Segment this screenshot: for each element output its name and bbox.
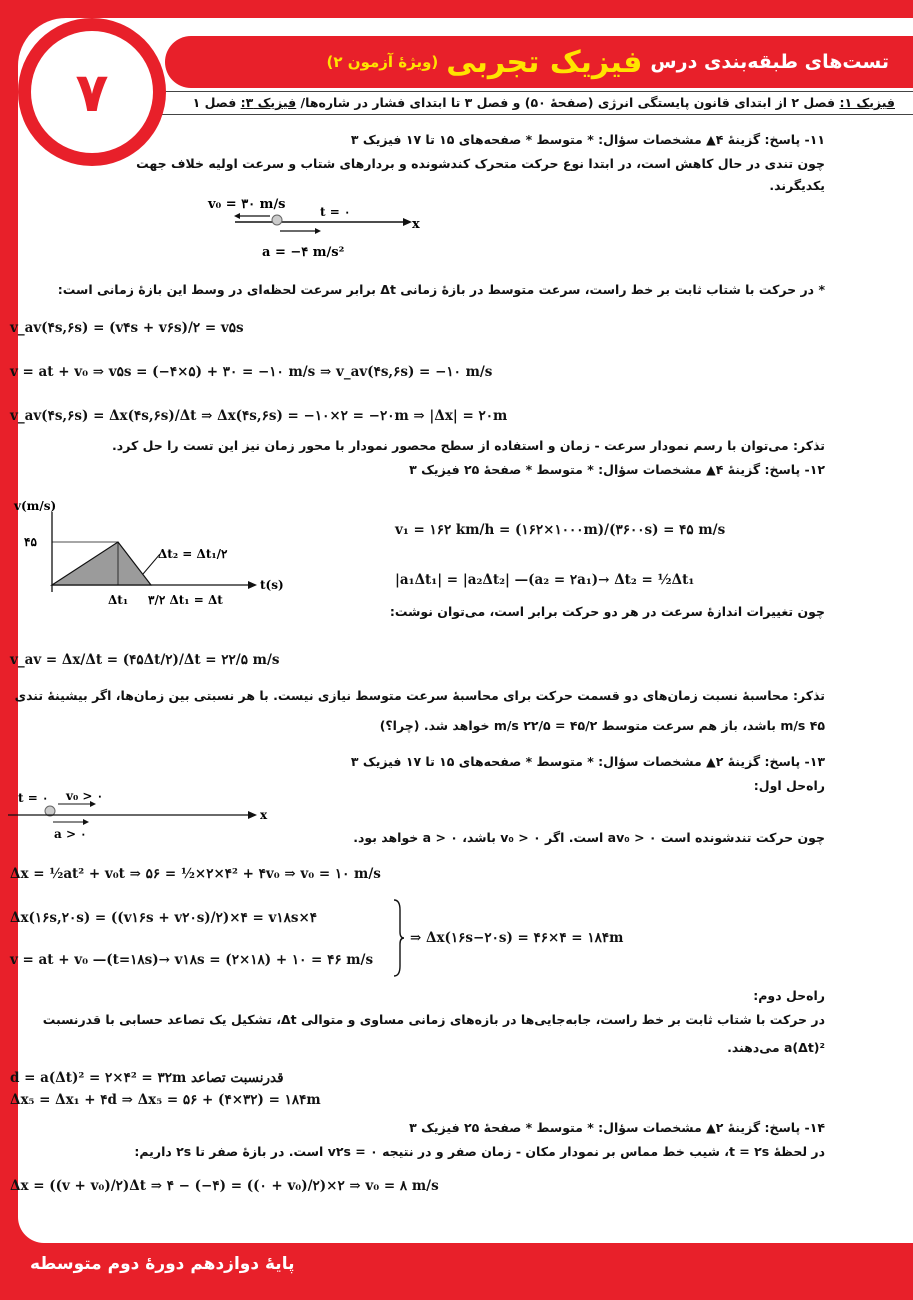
q13-a-arrowhead — [83, 819, 89, 825]
q11-number: ۱۱- پاسخ: گزینهٔ ۴ — [715, 132, 825, 147]
page-number: ۷ — [31, 31, 153, 153]
q13-number: ۱۳- پاسخ: گزینهٔ ۲ — [715, 754, 825, 769]
q13-eq1: Δx = ½at² + v₀t ⇒ ۵۶ = ½×۲×۴² + ۴v₀ ⇒ v₀ = ۱۰ m/s — [10, 866, 381, 882]
q11-v-arrowhead — [234, 213, 240, 219]
q11-paragraph-1: چون تندی در حال کاهش است، در ابتدا نوع حرکت متحرک کندشونده و بردارهای شتاب و سرعت اولیه خلاف جهت — [136, 156, 825, 171]
title-suffix: (ویژهٔ آزمون ۲) — [326, 53, 439, 71]
q11-eq2: v = at + v₀ ⇒ v۵s = (−۴×۵) + ۳۰ = −۱۰ m/s ⇒ v_av(۴s,۶s) = −۱۰ m/s — [10, 364, 493, 380]
q13-fig-v0: v₀ > ۰ — [66, 789, 104, 803]
q13-fig-a: a > ۰ — [54, 827, 87, 841]
q11-fig-t: t = ۰ — [320, 205, 351, 219]
q14-eq1: Δx = ((v + v₀)/۲)Δt ⇒ ۴ − (−۴) = ((۰ + v₀)/۲)×۲ ⇒ v₀ = ۸ m/s — [10, 1178, 439, 1194]
q11-reminder: تذکر: می‌توان با رسم نمودار سرعت - زمان و استفاده از سطح محصور نمودار با محور زمان نیز این تست را حل کرد. — [112, 438, 825, 453]
scope-text: فصل ۲ از ابتدای قانون پایستگی انرژی (صفحهٔ ۵۰) و فصل ۳ تا ابتدای فشار در شاره‌ها/ — [296, 95, 840, 110]
q13-eq2: Δx(۱۶s,۲۰s) = ((v۱۶s + v۲۰s)/۲)×۴ = v۱۸s×۴ — [10, 910, 318, 926]
q14-header — [80, 1118, 825, 1137]
q13-paragraph-1: چون حرکت تندشونده است av₀ > ۰ است. اگر v₀ > ۰ باشد، a > ۰ خواهد بود. — [353, 830, 825, 845]
q13-fig-t: t = ۰ — [18, 791, 49, 805]
q12-header — [80, 460, 825, 479]
q13-method-1: راه‌حل اول: — [753, 778, 825, 793]
q13-eq4: ⇒ Δx(۱۶s−۲۰s) = ۴۶×۴ = ۱۸۴m — [410, 930, 624, 946]
q12-eq2: |a₁Δt₁| = |a₂Δt₂| —(a₂ = ۲a₁)→ Δt₂ = ½Δt₁ — [395, 572, 695, 588]
q12-graph-vlabel: v(m/s) — [14, 499, 57, 513]
q13-eq6: Δx₅ = Δx₁ + ۴d ⇒ Δx₅ = ۵۶ + (۴×۳۲) = ۱۸۴m — [10, 1092, 321, 1108]
q12-t-axis-arrow — [248, 581, 257, 589]
q12-velocity-graph — [8, 492, 308, 617]
q13-spec: ▲ مشخصات سؤال: * متوسط * صفحه‌های ۱۵ تا ۱۷ فیزیک ۳ — [350, 754, 716, 769]
q13-eq3: v = at + v₀ —(t=۱۸s)→ v۱۸s = (۲×۱۸) + ۱۰ = ۴۶ m/s — [10, 952, 374, 968]
q12-reminder-1: تذکر: محاسبهٔ نسبت زمان‌های دو قسمت حرکت برای محاسبهٔ سرعت متوسط نیازی نیست. با هر نسبتی بین زمان‌ها، اگر بیشینهٔ تندی — [14, 688, 825, 703]
scope-line — [150, 91, 913, 115]
q13-header — [80, 752, 825, 771]
page-title — [327, 38, 889, 86]
q13-eq5: d = a(Δt)² = ۲×۴² = ۳۲m قدرنسبت تصاعد — [10, 1070, 284, 1086]
q13-method-2: راه‌حل دوم: — [753, 988, 825, 1003]
q13-paragraph-2: در حرکت با شتاب ثابت بر خط راست، جابه‌جایی‌ها در بازه‌های زمانی مساوی و متوالی Δt، تشکیل یک تصاعد حسابی با قدرنسبت — [42, 1012, 825, 1027]
q11-axis-arrow — [403, 218, 412, 226]
q12-number: ۱۲- پاسخ: گزینهٔ ۴ — [715, 462, 825, 477]
q12-graph-dt1: Δt₁ — [108, 593, 129, 607]
q14-paragraph: در لحظهٔ t = ۲s، شیب خط مماس بر نمودار مکان - زمان صفر و در نتیجه v۲s = ۰ است. در بازهٔ صفر تا ۲s داریم: — [134, 1144, 825, 1159]
q11-object — [272, 215, 282, 225]
q11-eq3: v_av(۴s,۶s) = Δx(۴s,۶s)/Δt ⇒ Δx(۴s,۶s) = −۱۰×۲ = −۲۰m ⇒ |Δx| = ۲۰m — [10, 408, 508, 424]
q11-spec: ▲ مشخصات سؤال: * متوسط * صفحه‌های ۱۵ تا ۱۷ فیزیک ۳ — [350, 132, 716, 147]
title-prefix: تست‌های طبقه‌بندی درس — [650, 51, 889, 73]
q12-graph-dt: ۳/۲ Δt₁ = Δt — [148, 593, 223, 607]
page-sheet — [14, 18, 913, 1243]
q11-a-arrowhead — [315, 228, 321, 234]
q12-eq3: v_av = Δx/Δt = (۴۵Δt/۲)/Δt = ۲۲/۵ m/s — [10, 652, 280, 668]
q12-spec: ▲ مشخصات سؤال: * متوسط * صفحهٔ ۲۵ فیزیک ۳ — [409, 462, 716, 477]
q11-paragraph-2: یکدیگرند. — [769, 178, 825, 193]
q11-fig-a: a = −۴ m/s² — [262, 245, 345, 260]
scope-label: فیزیک ۱: — [839, 95, 895, 110]
q12-triangle — [52, 542, 151, 585]
q11-fig-x: x — [412, 217, 420, 232]
q13-brace — [392, 898, 406, 978]
q13-axis-arrow — [248, 811, 257, 819]
scope-text-2: فصل ۱ — [192, 95, 241, 110]
footer-text: پایهٔ دوازدهم دورهٔ دوم متوسطه — [30, 1254, 295, 1274]
q12-graph-dt2: Δt₂ = Δt₁/۲ — [158, 547, 228, 561]
q13-paragraph-3: a(Δt)² می‌دهند. — [727, 1040, 825, 1055]
q12-reminder-2: ۴۵ m/s باشد، باز هم سرعت متوسط ۴۵/۲ = ۲۲/۵ m/s خواهد شد. (چرا؟) — [379, 718, 825, 733]
q14-spec: ▲ مشخصات سؤال: * متوسط * صفحهٔ ۲۵ فیزیک ۳ — [409, 1120, 716, 1135]
q13-fig-x: x — [260, 808, 268, 822]
q11-figure — [190, 188, 430, 276]
footer — [0, 1246, 913, 1286]
q11-fig-v0: v₀ = ۳۰ m/s — [208, 197, 286, 212]
q14-number: ۱۴- پاسخ: گزینهٔ ۲ — [715, 1120, 825, 1135]
q11-note: * در حرکت با شتاب ثابت بر خط راست، سرعت متوسط در بازهٔ زمانی Δt برابر سرعت لحظه‌ای در وسط این بازهٔ زمانی است: — [57, 282, 825, 297]
q11-header — [80, 130, 825, 149]
title-main: فیزیک تجربی — [446, 44, 643, 80]
q12-graph-45: ۴۵ — [24, 535, 37, 549]
scope-label-2: فیزیک ۳: — [240, 95, 297, 110]
q12-paragraph: چون تغییرات اندازهٔ سرعت در هر دو حرکت برابر است، می‌توان نوشت: — [389, 604, 825, 619]
title-bar — [165, 36, 913, 88]
q12-graph-tlabel: t(s) — [260, 578, 284, 592]
q11-eq1: v_av(۴s,۶s) = (v۴s + v۶s)/۲ = v۵s — [10, 320, 244, 336]
q12-eq1: v₁ = ۱۶۲ km/h = (۱۶۲×۱۰۰۰m)/(۳۶۰۰s) = ۴۵ m/s — [395, 522, 726, 538]
